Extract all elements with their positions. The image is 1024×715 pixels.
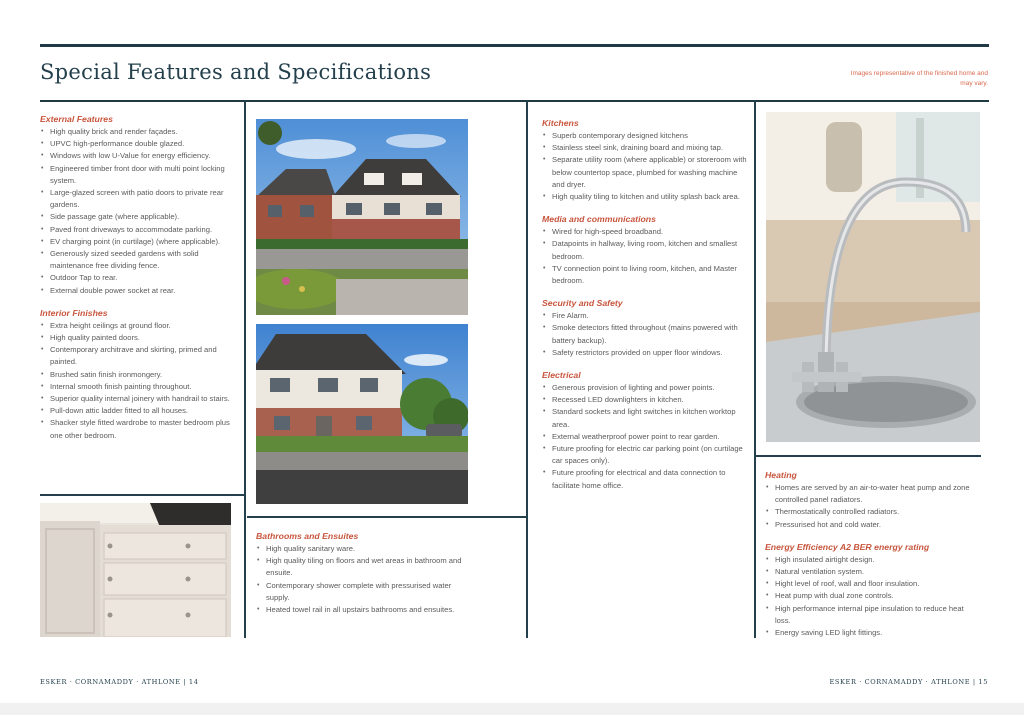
heating-list [765, 482, 980, 531]
list-item: • Internal smooth finish painting throughout. [40, 381, 240, 393]
middle-divider-rule [247, 516, 527, 518]
top-rule [40, 44, 989, 47]
list-item: • Smoke detectors fitted throughout (mains powered with battery backup). [542, 322, 747, 346]
section-heading: Heating [765, 470, 797, 480]
list-item: • External weatherproof power point to rear garden. [542, 431, 747, 443]
list-item: • Stainless steel sink, draining board and mixing tap. [542, 142, 747, 154]
house-exterior-photo-1 [256, 119, 468, 315]
left-divider-rule [40, 494, 246, 496]
list-item: • High quality sanitary ware. [256, 543, 466, 555]
list-item: • Contemporary shower complete with pressurised water supply. [256, 580, 466, 604]
interior-finishes-list [40, 320, 240, 442]
list-item: • Thermostatically controlled radiators. [765, 506, 980, 518]
list-item: • Pressurised hot and cold water. [765, 519, 980, 531]
section-heading: Electrical [542, 370, 581, 381]
list-item: • TV connection point to living room, kitchen, and Master bedroom. [542, 263, 747, 287]
list-item: • UPVC high-performance double glazed. [40, 138, 240, 150]
section-heading: Media and communications [542, 214, 656, 225]
list-item: • Future proofing for electric car parking point (on curtilage car spaces only). [542, 443, 747, 467]
list-item: • Extra height ceilings at ground floor. [40, 320, 240, 332]
list-item: • Standard sockets and light switches in kitchen worktop area. [542, 406, 747, 430]
list-item: • Energy saving LED light fittings. [765, 627, 980, 639]
list-item: • High quality brick and render façades. [40, 126, 240, 138]
header-rule [40, 100, 989, 102]
section-heading: Interior Finishes [40, 307, 108, 318]
energy-list [765, 554, 980, 639]
list-item: • High insulated airtight design. [765, 554, 980, 566]
energy-section [765, 542, 980, 639]
list-item: • Shacker style fitted wardrobe to master bedroom plus one other bedroom. [40, 417, 240, 441]
column-rule-3 [754, 100, 756, 638]
media-section [542, 214, 747, 287]
list-item: • Safety restrictors provided on upper floor windows. [542, 347, 747, 359]
list-item: • Wired for high-speed broadband. [542, 226, 747, 238]
list-item: • High quality tiling on floors and wet areas in bathroom and ensuite. [256, 555, 466, 579]
list-item: • Windows with low U-Value for energy efficiency. [40, 150, 240, 162]
list-item: • Contemporary architrave and skirting, primed and painted. [40, 344, 240, 368]
list-item: • High quality painted doors. [40, 332, 240, 344]
media-list [542, 226, 747, 287]
footer-right-page-number: ESKER · CORNAMADDY · ATHLONE | 15 [829, 678, 988, 686]
list-item: • Outdoor Tap to rear. [40, 272, 240, 284]
list-item: • External double power socket at rear. [40, 285, 240, 297]
right-divider-rule [756, 455, 981, 457]
section-heading: Security and Safety [542, 298, 623, 309]
security-section [542, 298, 747, 359]
viewer-bottom-bar [0, 703, 1024, 715]
list-item: • Heat pump with dual zone controls. [765, 590, 980, 602]
list-item: • Generously sized seeded gardens with solid maintenance free dividing fence. [40, 248, 240, 272]
list-item: • Datapoints in hallway, living room, kitchen and smallest bedroom. [542, 238, 747, 262]
external-features-section [40, 114, 240, 297]
list-item: • Future proofing for electrical and data connection to facilitate home office. [542, 467, 747, 491]
electrical-section [542, 370, 747, 492]
section-heading: Bathrooms and Ensuites [256, 531, 359, 541]
electrical-list [542, 382, 747, 492]
list-item: • Generous provision of lighting and power points. [542, 382, 747, 394]
kitchens-list [542, 130, 747, 203]
kitchen-drawers-photo [40, 503, 231, 637]
bathrooms-list [256, 543, 466, 616]
list-item: • Natural ventilation system. [765, 566, 980, 578]
footer-left-page-number: ESKER · CORNAMADDY · ATHLONE | 14 [40, 678, 199, 686]
list-item: • Fire Alarm. [542, 310, 747, 322]
list-item: • Separate utility room (where applicable) or storeroom with below countertop space, plumbed for washing machine and dryer. [542, 154, 747, 191]
list-item: • Homes are served by an air-to-water heat pump and zone controlled panel radiators. [765, 482, 980, 506]
middle-text-column [542, 118, 747, 492]
image-disclaimer: Images representative of the finished home and may vary. [850, 70, 988, 87]
list-item: • EV charging point (in curtilage) (where applicable). [40, 236, 240, 248]
column-rule-2 [526, 100, 528, 638]
list-item: • High quality tiling to kitchen and utility splash back area. [542, 191, 747, 203]
list-item: • Superb contemporary designed kitchens [542, 130, 747, 142]
external-features-list [40, 126, 240, 297]
list-item: • Heated towel rail in all upstairs bathrooms and ensuites. [256, 604, 466, 616]
list-item: • Pull-down attic ladder fitted to all houses. [40, 405, 240, 417]
house-exterior-photo-2 [256, 324, 468, 504]
left-text-column [40, 114, 240, 442]
list-item: • Paved front driveways to accommodate parking. [40, 224, 240, 236]
section-heading: External Features [40, 114, 113, 124]
column-rule-1 [244, 100, 246, 638]
page-title: Special Features and Specifications [40, 60, 432, 84]
right-text-column [765, 470, 980, 639]
bathrooms-section [256, 531, 466, 616]
section-heading: Energy Efficiency A2 BER energy rating [765, 541, 930, 552]
list-item: • Brushed satin finish ironmongery. [40, 369, 240, 381]
list-item: • Large-glazed screen with patio doors to private rear gardens. [40, 187, 240, 211]
heating-section [765, 470, 980, 531]
list-item: • Recessed LED downlighters in kitchen. [542, 394, 747, 406]
list-item: • Hight level of roof, wall and floor insulation. [765, 578, 980, 590]
kitchens-section [542, 118, 747, 203]
list-item: • Superior quality internal joinery with handrail to stairs. [40, 393, 240, 405]
section-heading: Kitchens [542, 118, 579, 128]
security-list [542, 310, 747, 359]
list-item: • High performance internal pipe insulation to reduce heat loss. [765, 603, 980, 627]
list-item: • Engineered timber front door with multi point locking system. [40, 163, 240, 187]
interior-finishes-section [40, 308, 240, 442]
list-item: • Side passage gate (where applicable). [40, 211, 240, 223]
kitchen-tap-photo [766, 112, 980, 442]
